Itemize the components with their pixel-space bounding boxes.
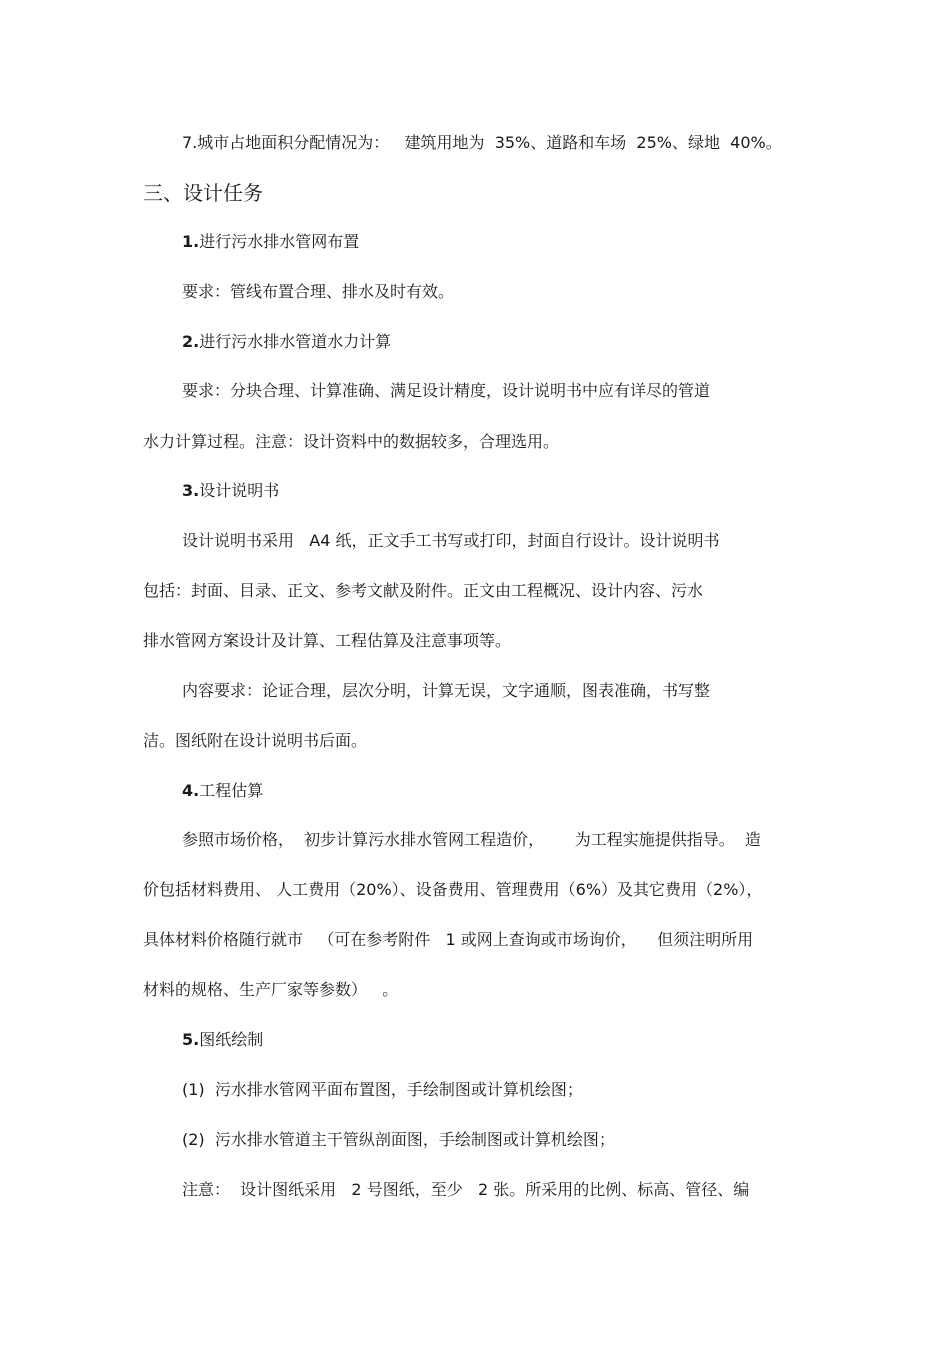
task-3-title: 设计说明书: [199, 481, 280, 500]
task-4-paragraph-line-3: 具体材料价格随行就市 （可在参考附件 1 或网上查询或市场询价， 但须注明所用: [143, 930, 754, 949]
task-5-number: 5.: [182, 1030, 200, 1049]
task-4-number: 4.: [182, 781, 200, 800]
task-3-paragraph-2-line-1: 内容要求：论证合理，层次分明，计算无误，文字通顺，图表准确，书写整: [182, 681, 711, 700]
task-3-number: 3.: [182, 481, 200, 500]
task-2-heading: [182, 332, 391, 352]
task-4-paragraph-line-4: 材料的规格、生产厂家等参数） 。: [143, 980, 399, 999]
task-1-heading: [182, 232, 359, 252]
section-heading-design-tasks: 三、设计任务: [143, 181, 263, 205]
task-5-note: 注意： 设计图纸采用 2 号图纸，至少 2 张。所采用的比例、标高、管径、编: [182, 1180, 750, 1199]
task-2-requirement-line-2: 水力计算过程。注意：设计资料中的数据较多，合理选用。: [143, 432, 560, 451]
task-2-number: 2.: [182, 332, 200, 351]
task-4-heading: [182, 781, 263, 801]
task-4-title: 工程估算: [199, 781, 264, 800]
task-5-item-2: (2) 污水排水管道主干管纵剖面图，手绘制图或计算机绘图；: [182, 1130, 615, 1149]
task-1-number: 1.: [182, 232, 200, 251]
task-5-title: 图纸绘制: [199, 1030, 264, 1049]
task-1-title: 进行污水排水管网布置: [199, 232, 360, 251]
task-3-paragraph-2-line-2: 洁。图纸附在设计说明书后面。: [143, 731, 368, 750]
task-4-paragraph-line-1: 参照市场价格， 初步计算污水排水管网工程造价， 为工程实施提供指导。 造: [182, 830, 761, 849]
task-1-requirement: 要求：管线布置合理、排水及时有效。: [182, 282, 455, 301]
task-2-requirement-line-1: 要求：分块合理、计算准确、满足设计精度，设计说明书中应有详尽的管道: [182, 381, 711, 400]
task-3-paragraph-1-line-1: 设计说明书采用 A4 纸，正文手工书写或打印，封面自行设计。设计说明书: [182, 531, 720, 550]
task-5-item-1: (1) 污水排水管网平面布置图，手绘制图或计算机绘图；: [182, 1080, 583, 1099]
task-5-heading: [182, 1030, 263, 1050]
task-3-paragraph-1-line-2: 包括：封面、目录、正文、参考文献及附件。正文由工程概况、设计内容、污水: [143, 581, 704, 600]
task-3-heading: [182, 481, 279, 501]
task-4-paragraph-line-2: 价包括材料费用、 人工费用（20%）、设备费用、管理费用（6%）及其它费用（2%），: [143, 880, 763, 899]
paragraph-land-use: 7.城市占地面积分配情况为： 建筑用地为 35%、道路和车场 25%、绿地 40%。: [182, 133, 782, 152]
task-3-paragraph-1-line-3: 排水管网方案设计及计算、工程估算及注意事项等。: [143, 631, 512, 650]
task-2-title: 进行污水排水管道水力计算: [199, 332, 392, 351]
